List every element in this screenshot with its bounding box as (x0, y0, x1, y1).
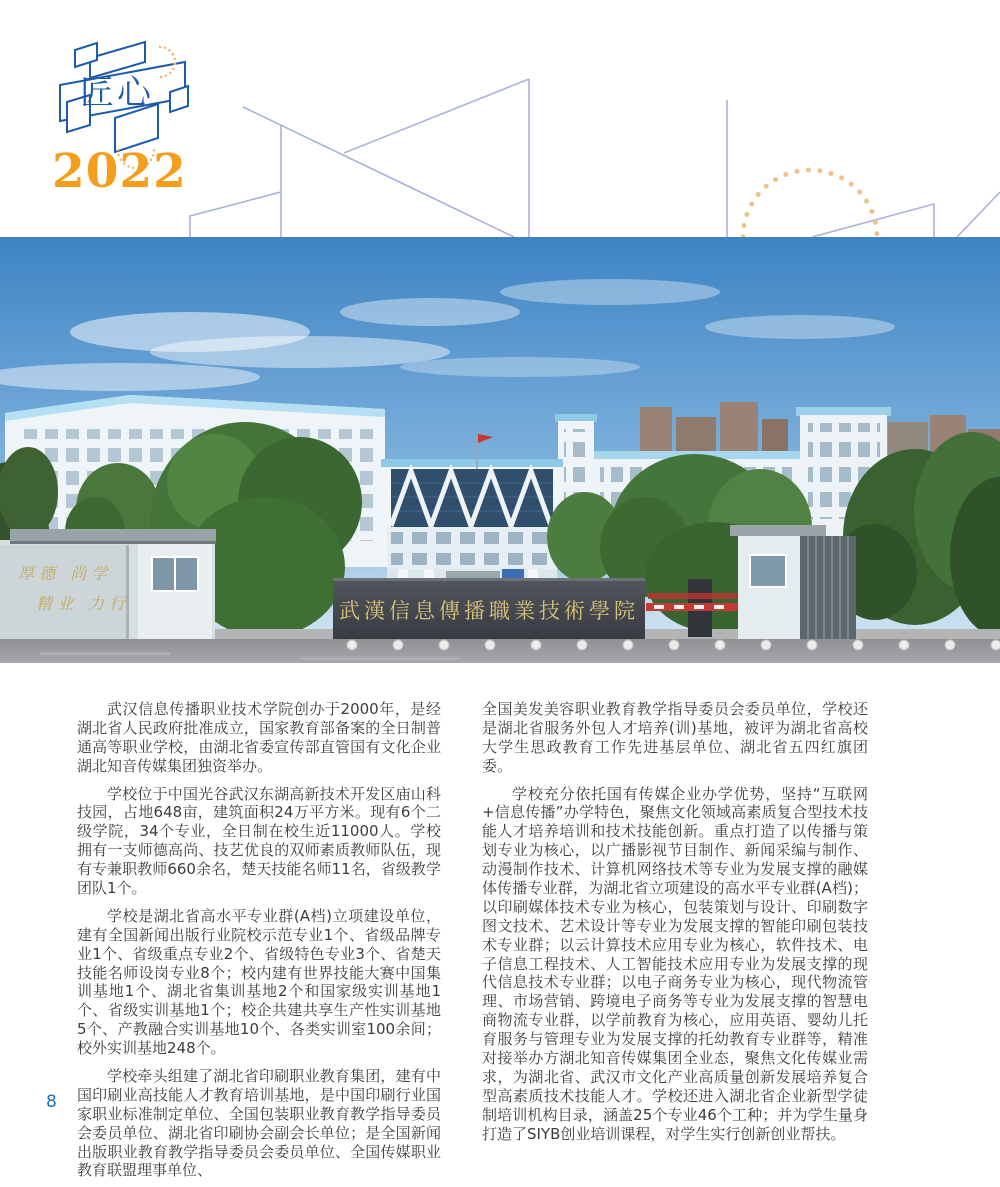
dotted-arc (743, 170, 877, 237)
gate-wall (333, 578, 645, 640)
paragraph: 学校是湖北省高水平专业群(A档)立项建设单位，建有全国新闻出版行业院校示范专业1个、省级品牌专业1个、省级重点专业2个、省级特色专业3个、省楚天技能名师设岗专业8个；校内建有世界技能大赛中国集训基地1个、湖北省集训基地2个和国家级实训基地1个、省级实训基地1个；校企共建共享生产性实训基地5个、产教融合实训基地10个、各类实训室100余间；校外实训基地248个。 (77, 906, 441, 1058)
decorative-triangles (190, 79, 1000, 237)
year-label: 2022 (52, 144, 187, 199)
paragraph: 全国美发美容职业教育教学指导委员会委员单位，学校还是湖北省服务外包人才培养(训)基地，被评为湖北省高校大学生思政教育工作先进基层单位、湖北省五四红旗团委。 (482, 700, 868, 775)
campus-photo (0, 237, 1000, 663)
paragraph: 武汉信息传播职业技术学院创办于2000年，是经湖北省人民政府批准成立，国家教育部备案的全日制普通高等职业学校，由湖北省委宣传部直管国有文化企业湖北知音传媒集团独资举办。 (77, 700, 441, 775)
road (0, 639, 1000, 663)
motto-wall-group (0, 529, 216, 640)
paragraph: 学校充分依托国有传媒企业办学优势，坚持“互联网+信息传播”办学特色，聚焦文化领域高素质复合型技术技能人才培养培训和技术技能创新。重点打造了以传播与策划专业为核心，以广播影视节目制作、新闻采编与制作、动漫制作技术、计算机网络技术等专业为发展支撑的融媒体传播专业群，为湖北省立项建设的高水平专业群(A档)；以印刷媒体技术专业为核心，包装策划与设计、印刷数字图文技术、艺术设计等专业为发展支撑的智能印刷包装技术专业群；以云计算技术应用专业为核心，软件技术、电子信息工程技术、人工智能技术应用专业为发展支撑的现代信息技术专业群；以电子商务专业为核心，现代物流管理、市场营销、跨境电子商务等专业为发展支撑的智慧电商物流专业群，以学前教育为核心，应用英语、婴幼儿托育服务与管理专业为发展支撑的托幼教育专业群等，精准对接举办方湖北知音传媒集团全业态，聚焦文化传媒业需求，为湖北省、武汉市文化产业高质量创新发展培养复合型高素质技术技能人才。学校还进入湖北省企业新型学徒制培训机构目录，涵盖25个专业46个工种；并为学生量身打造了SIYB创业培训课程，对学生实行创新创业帮扶。 (482, 784, 868, 1143)
logo-text: 匠心 (80, 73, 154, 113)
page-number: 8 (46, 1092, 57, 1112)
paragraph: 学校牵头组建了湖北省印刷职业教育集团，建有中国印刷业高技能人才教育培训基地，是中国印刷行业国家职业标准制定单位、全国包装职业教育教学指导委员会委员单位、湖北省印刷协会副会长单位；是全国新闻出版职业教育教学指导委员会委员单位、全国传媒职业教育联盟理事单位、 (77, 1067, 441, 1180)
right-guard-house (730, 525, 856, 640)
motto-text-line2: 精业 力行 (36, 594, 131, 613)
motto-text-line1: 厚德 尚学 (18, 564, 113, 583)
header-decoration (0, 0, 1000, 237)
article-left-column (77, 700, 441, 1187)
gate-sign-text: 武漢信息傳播職業技術學院 (339, 599, 639, 623)
article-right-column (482, 700, 868, 1152)
paragraph: 学校位于中国光谷武汉东湖高新技术开发区庙山科技园，占地648亩，建筑面积24万平方米。现有6个二级学院，34个专业，全日制在校生近11000人。学校拥有一支师德高尚、技艺优良的双师素质教师队伍，现有专兼职教师660余名，楚天技能名师11名，省级教学团队1个。 (77, 784, 441, 898)
bollards (347, 640, 1000, 650)
gate-canopy (10, 529, 216, 541)
